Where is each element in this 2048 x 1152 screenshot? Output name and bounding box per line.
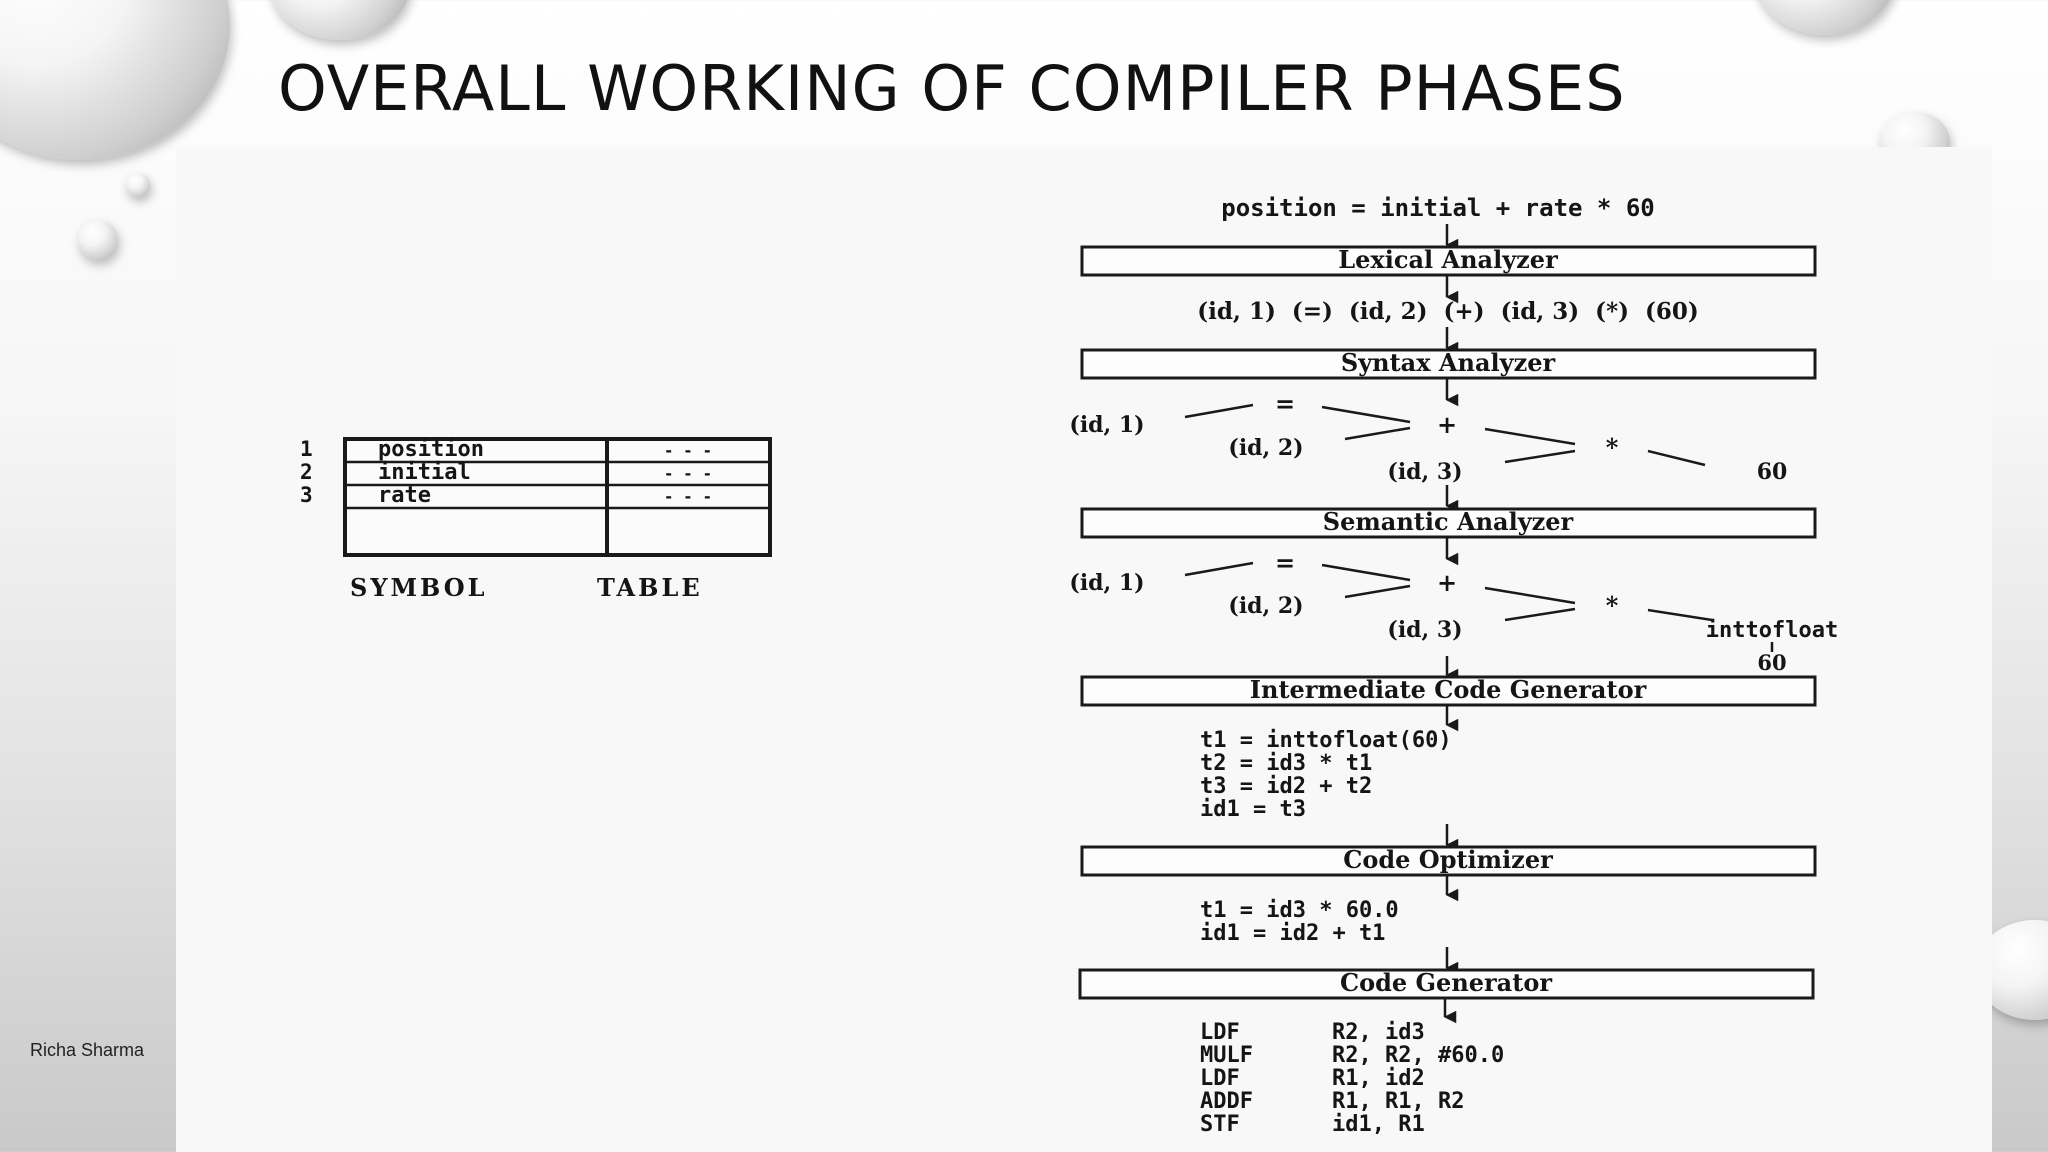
target-op-5: STF: [1200, 1112, 1240, 1137]
symbol-table-caption-left: SYMBOL: [350, 573, 488, 602]
tree-node-assign: =: [1274, 548, 1296, 577]
symbol-table: [300, 437, 770, 602]
target-op-4: ADDF: [1200, 1089, 1253, 1114]
tree-edge: [1185, 563, 1253, 575]
tree-node-times: *: [1605, 433, 1619, 462]
symbol-attr-3: - - -: [663, 487, 713, 506]
optimized-line-2: id1 = id2 + t1: [1200, 921, 1386, 946]
syntax-tree: [1069, 389, 1787, 485]
target-op-3: LDF: [1200, 1066, 1240, 1091]
tree-edge: [1322, 407, 1410, 422]
compiler-pipeline: [1069, 194, 1838, 1137]
target-args-2: R2, R2, #60.0: [1332, 1043, 1505, 1068]
optimized-line-1: t1 = id3 * 60.0: [1200, 898, 1399, 923]
target-args-4: R1, R1, R2: [1332, 1089, 1465, 1114]
tree-edge: [1505, 451, 1575, 462]
tree-node-id2: (id, 2): [1228, 435, 1304, 461]
tree-edge: [1485, 429, 1575, 444]
three-address-line-4: id1 = t3: [1200, 797, 1306, 822]
target-op-2: MULF: [1200, 1043, 1253, 1068]
symbol-attr-1: - - -: [663, 441, 713, 460]
tree-node-plus: +: [1436, 568, 1458, 597]
symbol-table-caption-right: TABLE: [597, 573, 703, 602]
tree-node-plus: +: [1436, 410, 1458, 439]
target-args-5: id1, R1: [1332, 1112, 1425, 1137]
three-address-line-3: t3 = id2 + t2: [1200, 774, 1373, 799]
code-generator-label: Code Generator: [1340, 968, 1552, 997]
tree-node-id2: (id, 2): [1228, 593, 1304, 619]
target-args-1: R2, id3: [1332, 1020, 1425, 1045]
symbol-name-initial: initial: [378, 460, 471, 485]
symbol-index-3: 3: [300, 483, 313, 507]
tree-edge: [1485, 588, 1575, 603]
symbol-attr-2: - - -: [663, 464, 713, 483]
lexical-analyzer-label: Lexical Analyzer: [1338, 245, 1558, 274]
tree-node-id1: (id, 1): [1069, 412, 1145, 438]
tree-edge: [1505, 609, 1575, 620]
slide-title: OVERALL WORKING OF COMPILER PHASES: [278, 52, 1626, 125]
target-op-1: LDF: [1200, 1020, 1240, 1045]
semantic-analyzer-label: Semantic Analyzer: [1322, 507, 1574, 536]
tree-node-id1: (id, 1): [1069, 570, 1145, 596]
three-address-line-2: t2 = id3 * t1: [1200, 751, 1373, 776]
symbol-name-rate: rate: [378, 483, 431, 508]
tree-node-num: 60: [1756, 459, 1788, 485]
tree-node-id3: (id, 3): [1387, 617, 1463, 643]
code-optimizer-label: Code Optimizer: [1343, 845, 1553, 874]
tree-node-id3: (id, 3): [1387, 459, 1463, 485]
author-name: Richa Sharma: [30, 1040, 145, 1060]
tree-edge: [1648, 610, 1712, 620]
tree-edge: [1185, 405, 1253, 417]
token-stream: (id, 1) (=) (id, 2) (+) (id, 3) (*) (60): [1197, 298, 1699, 325]
semantic-tree: [1069, 548, 1838, 675]
symbol-index-2: 2: [300, 460, 313, 484]
tree-edge: [1322, 565, 1410, 580]
tree-edge: [1648, 451, 1705, 465]
tree-edge: [1345, 586, 1410, 597]
intermediate-code-generator-label: Intermediate Code Generator: [1249, 675, 1647, 704]
symbol-index-1: 1: [300, 437, 313, 461]
tree-node-inttofloat: inttofloat: [1705, 618, 1839, 643]
symbol-name-position: position: [378, 437, 484, 462]
three-address-line-1: t1 = inttofloat(60): [1200, 728, 1452, 753]
source-statement: position = initial + rate * 60: [1221, 194, 1655, 222]
tree-node-times: *: [1605, 591, 1619, 620]
tree-edge: [1345, 428, 1410, 439]
syntax-analyzer-label: Syntax Analyzer: [1340, 348, 1556, 377]
tree-node-assign: =: [1274, 389, 1296, 418]
tree-node-num: 60: [1757, 650, 1787, 675]
target-args-3: R1, id2: [1332, 1066, 1425, 1091]
